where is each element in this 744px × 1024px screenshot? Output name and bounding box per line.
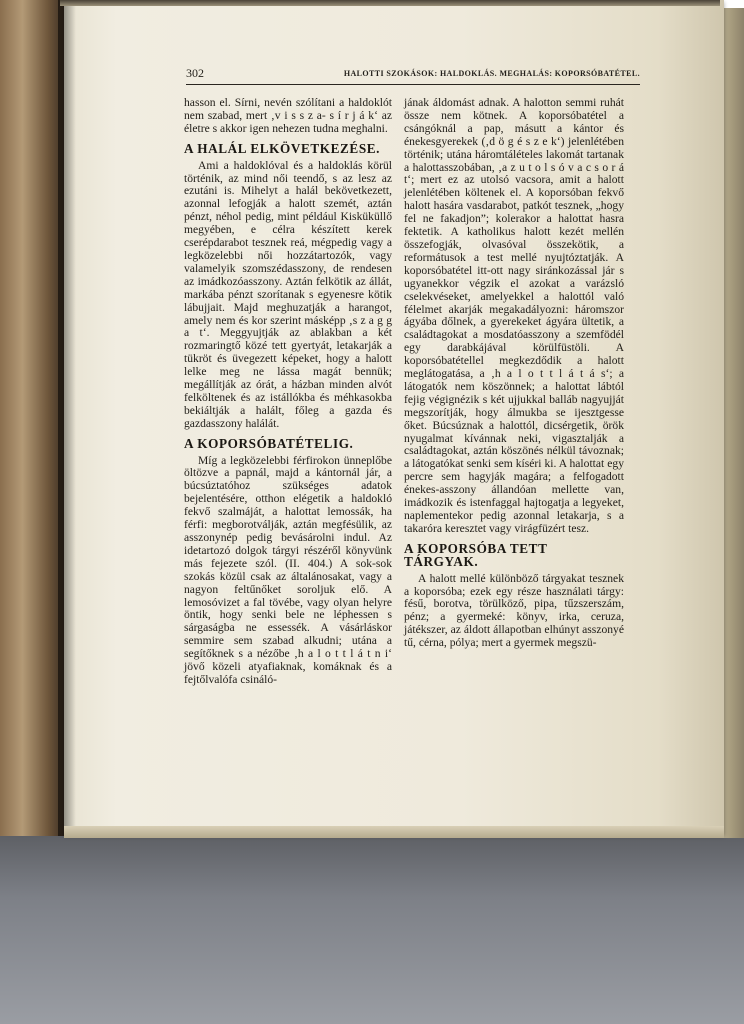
paragraph: Ami a haldoklóval és a haldoklás körül történik, az mind női teendő, s az lesz az ezutáni is. Mihelyt a halál bekövetkezett, azonnal lefogják a halott szemét, aztán pénzt, néhol pedig, mint például Kisküküllő megyében, e célra készített kerek cserépdarabot tesznek reá, mégpedig vagy a legközelebbi női hozzátartozók, vagy valamelyik szomszédasszony, de rendesen az imádkozóasszony. Aztán felkötik az állát, markába pénzt szorítanak s egyenesre kötik lábujjait. Majd meghuzatják a harangot, amely nem és kor szerint másképp ‚s z a g g a t‘. Meggyujtják az ablakban a két rozmaringtő közé tett gyertyát, letakarják a tükröt és üvegezett képeket, hogy a halott lelke meg ne lássa magát bennük; megállítják az órát, a házban minden alvót felköltenek és az istállókba és méhkasokba bekiáltják a halált, főleg a gazda és gazdasszony halálát. bbox=[184, 158, 392, 430]
section-heading: A KOPORSÓBA TETT TÁRGYAK. bbox=[404, 540, 548, 569]
section-heading: A KOPORSÓBATÉTELIG. bbox=[184, 435, 354, 451]
left-column bbox=[184, 97, 392, 687]
page-number: 302 bbox=[186, 66, 204, 80]
spine-shadow bbox=[58, 0, 76, 836]
running-title: HALOTTI SZOKÁSOK: HALDOKLÁS. MEGHALÁS: KOPORSÓBATÉTEL. bbox=[343, 69, 640, 78]
page-top-edge bbox=[60, 0, 720, 6]
paragraph: A halott mellé különböző tárgyakat tesznek a koporsóba; ezek egy része használati tárgy: fésű, borotva, törülköző, pipa, tűzszerszám, pénz; a gyermeké: könyv, irka, ceruza, játékszer, az áldott állapotban elhúnyt asszonyé tű, cérna, pólya; mert a gyermek megszü- bbox=[404, 571, 624, 650]
paragraph-intro: hasson el. Sírni, nevén szólítani a haldoklót nem szabad, mert ‚v i s s z a- s í r j á k‘ az életre s akkor igen nehezen tudna meghalni. bbox=[184, 96, 392, 135]
book-left-edge bbox=[0, 0, 64, 836]
desk-background bbox=[0, 830, 744, 1024]
page-bottom-edge bbox=[64, 826, 724, 838]
section-heading: A HALÁL ELKÖVETKEZÉSE. bbox=[184, 140, 381, 156]
right-column bbox=[404, 97, 624, 650]
paragraph-continued: jának áldomást adnak. A halotton semmi ruhát össze nem kötnek. A koporsóbatétel a csángóknál a pap, másutt a kántor és énekesgyerekek (‚d ö g é s z e k‘) jelenlétében történik; utána háromtálételes lakomát tartanak a halottasszobában, ‚a z u t o l s ó v a c s o r á t‘; mert ez az utolsó vacsora, amit a halott jelenlétében költenek el. A koporsóban fekvő halott hasára vasdarabot, patkót tesznek, „hogy fel ne fakadjon”; kolerakor a halottat hasra fektetik. A katholikus halott kezét mellén összefogják, olvasóval összekötik, a reformátusok a test mellé nyujtóztatják. A koporsóbatétel itt-ott nagy siránkozással jár s ugyanekkor végzik el azokat a varázsló cselekvéseket, amelyekkel a halottól való félelmet akarják megakadályozni: háromszor ágyába dőlnek, a gyerekeket ágyára ültetik, a családtagokat a mosdatóasszony a szemfödél egy darabkájával körülfüstöli. A koporsóbatétellel megkezdődik a halott meglátogatása, a ‚h a l o t t l á t á s‘; a látogatók nem köszönnek; a halottat lábtól fejig végignézik s két ujjukkal balláb nagyujját megszorítják, hogy álmukba se ijesztgesse őket. Búcsúznak a halottól, dicsérgetik, örök nyugalmat kívánnak neki, vigasztalják a családtagokat, aztán köszönés nélkül távoznak; a látogatókat senki sem kíséri ki. A halottat egy percre sem hagyják magára; a felfogadott énekes-asszony állandóan mellette van, imádkozik és istenfaggal hajtogatja a legyeket, naplementekor pedig azonnal letakarja, s a takaróra keresztet vagy virágfüzért tesz. bbox=[404, 96, 624, 535]
running-header bbox=[186, 66, 640, 85]
book-page bbox=[64, 0, 724, 834]
paragraph: Míg a legközelebbi férfirokon ünneplőbe öltözve a papnál, majd a kántornál jár, a búcsúztatóhoz szükséges adatok bejelentésére, otthon elégetik a haldokló fekvő szalmáját, a halottat lemossák, ha férfi: megborotválják, aztán megfésülik, az asszonynép pedig bevásárolni indul. Az idetartozó dolgok tárgyi részéről könyvünk más fejezete szól. (II. 404.) A sok-sok szokás közül csak az általánosakat, vagy a nagyon feltűnőket soroljuk elő. A lemosóvizet a fal tövébe, vagy olyan helyre öntik, hogy senki bele ne léphessen s sárgaságba ne essessék. A vásárláskor semmire sem szabad alkudni; utána a segítőknek s a nézőbe ‚h a l o t t l á t n i‘ jövő közeli atyafiaknak, komáknak és a fejtőlvalófa csináló- bbox=[184, 453, 392, 686]
